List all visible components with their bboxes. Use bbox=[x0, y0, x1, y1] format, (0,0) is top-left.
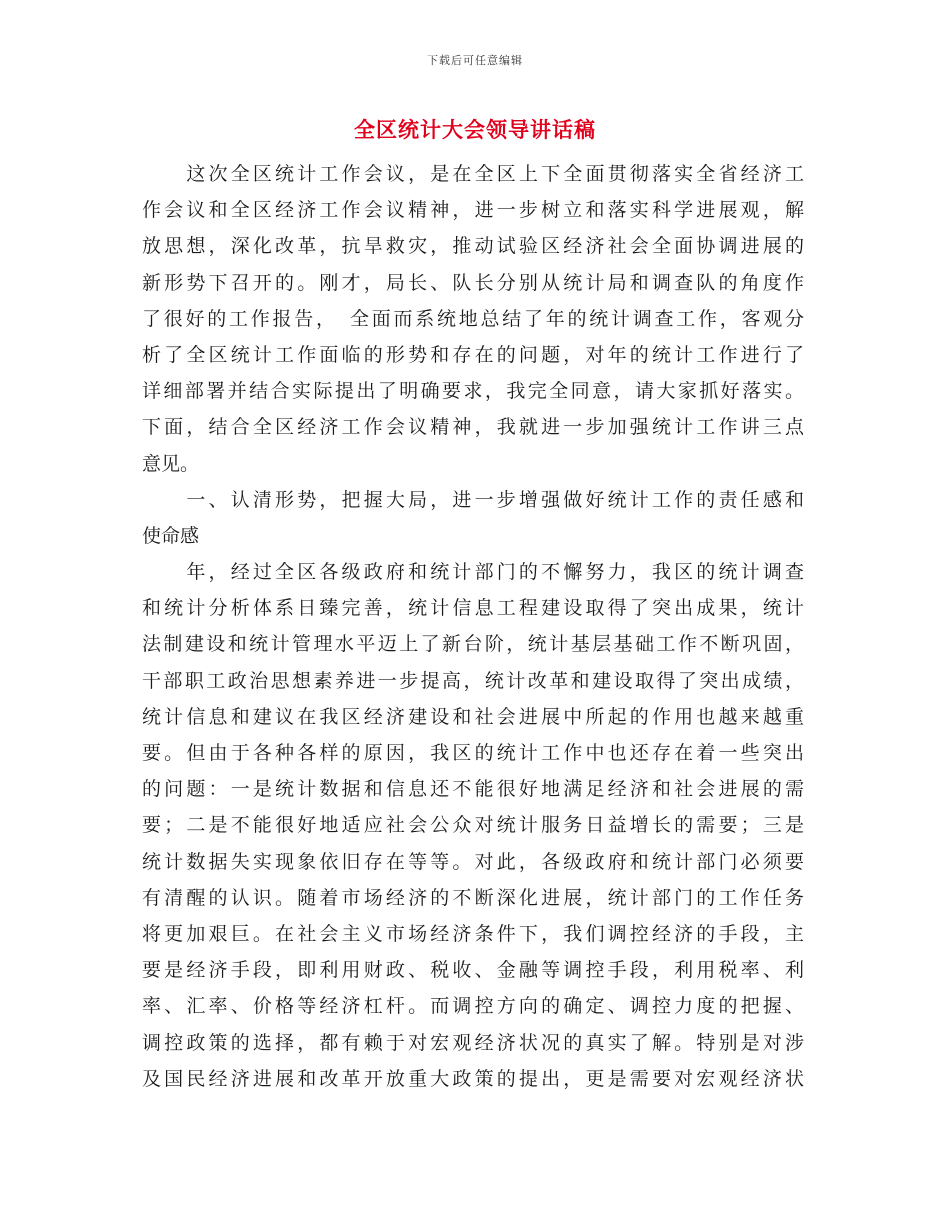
body-line: 意见。 bbox=[142, 452, 200, 475]
header-note: 下载后可任意编辑 bbox=[427, 54, 523, 67]
body-line: 这次全区统计工作会议，是在全区上下全面贯彻落实全省经济工 bbox=[142, 163, 804, 185]
body-line: 析了全区统计工作面临的形势和存在的问题，对年的统计工作进行了 bbox=[142, 343, 804, 366]
body-line: 调控政策的选择，都有赖于对宏观经济状况的真实了解。特别是对涉 bbox=[142, 1031, 804, 1054]
body-line: 要；二是不能很好地适应社会公众对统计服务日益增长的需要；三是 bbox=[142, 814, 804, 837]
section-heading-line: 使命感 bbox=[142, 524, 200, 547]
document-title: 全区统计大会领导讲话稿 bbox=[354, 118, 596, 142]
body-line: 年，经过全区各级政府和统计部门的不懈努力，我区的统计调查 bbox=[142, 561, 804, 584]
body-line: 率、汇率、价格等经济杠杆。而调控方向的确定、调控力度的把握、 bbox=[142, 995, 804, 1018]
body-line: 详细部署并结合实际提出了明确要求，我完全同意，请大家抓好落实。 bbox=[142, 380, 804, 403]
body-line: 将更加艰巨。在社会主义市场经济条件下，我们调控经济的手段，主 bbox=[142, 922, 804, 945]
document-body bbox=[142, 156, 804, 1097]
body-line: 了很好的工作报告， 全面而系统地总结了年的统计调查工作，客观分 bbox=[142, 307, 804, 330]
section-heading-line: 一、认清形势，把握大局，进一步增强做好统计工作的责任感和 bbox=[142, 488, 804, 511]
body-line: 干部职工政治思想素养进一步提高，统计改革和建设取得了突出成绩， bbox=[142, 669, 804, 692]
body-line: 统计信息和建议在我区经济建设和社会进展中所起的作用也越来越重 bbox=[142, 705, 804, 728]
body-line: 及国民经济进展和改革开放重大政策的提出，更是需要对宏观经济状 bbox=[142, 1067, 804, 1090]
body-line: 要。但由于各种各样的原因，我区的统计工作中也还存在着一些突出 bbox=[142, 742, 804, 764]
body-line: 作会议和全区经济工作会议精神，进一步树立和落实科学进展观，解 bbox=[142, 199, 804, 222]
body-line: 和统计分析体系日臻完善，统计信息工程建设取得了突出成果，统计 bbox=[142, 597, 804, 620]
body-line: 法制建设和统计管理水平迈上了新台阶，统计基层基础工作不断巩固， bbox=[142, 633, 804, 656]
body-line: 下面，结合全区经济工作会议精神，我就进一步加强统计工作讲三点 bbox=[142, 416, 804, 439]
body-line: 新形势下召开的。刚才，局长、队长分别从统计局和调查队的角度作 bbox=[142, 271, 804, 294]
body-line: 要是经济手段，即利用财政、税收、金融等调控手段，利用税率、利 bbox=[142, 959, 804, 982]
body-line: 放思想，深化改革，抗旱救灾，推动试验区经济社会全面协调进展的 bbox=[142, 235, 804, 258]
body-line: 的问题：一是统计数据和信息还不能很好地满足经济和社会进展的需 bbox=[142, 778, 804, 801]
body-line: 有清醒的认识。随着市场经济的不断深化进展，统计部门的工作任务 bbox=[142, 886, 804, 909]
body-line: 统计数据失实现象依旧存在等等。对此，各级政府和统计部门必须要 bbox=[142, 850, 804, 873]
